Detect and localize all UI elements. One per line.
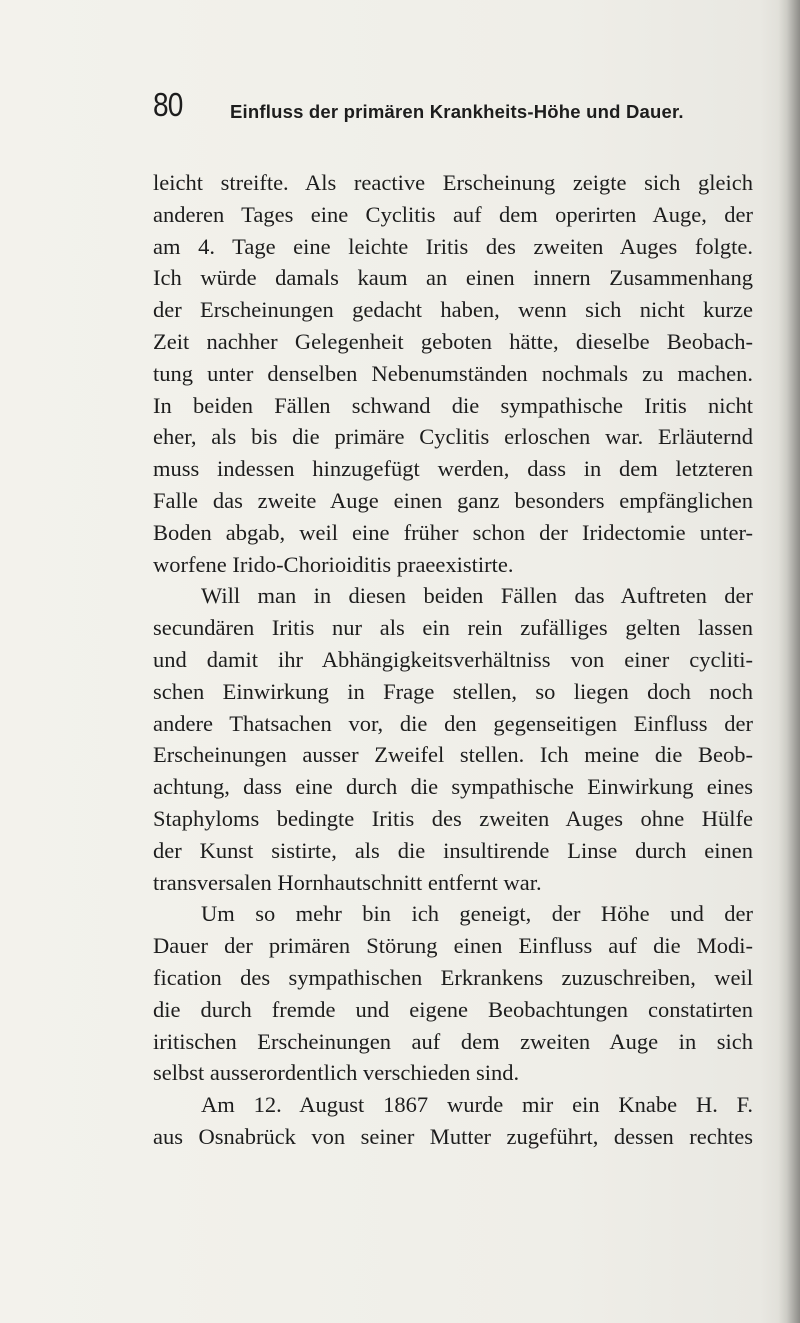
text-line: muss indessen hinzugefügt werden, dass in dem letzteren [153,456,753,482]
text-line: Will man in diesen beiden Fällen das Auftreten der [201,583,753,609]
running-head: Einfluss der primären Krankheits-Höhe und Dauer. [230,101,684,122]
page-number: 80 [153,86,183,123]
text-line: aus Osnabrück von seiner Mutter zugeführt, dessen rechtes [153,1123,753,1149]
text-line: Erscheinungen ausser Zweifel stellen. Ich meine die Beob- [153,742,753,768]
text-line: der Kunst sistirte, als die insultirende Linse durch einen [153,837,753,863]
page-edge-shadow [778,0,800,1323]
text-line: Am 12. August 1867 wurde mir ein Knabe H. F. [201,1092,753,1118]
text-line: secundären Iritis nur als ein rein zufälliges gelten lassen [153,615,753,641]
text-line: selbst ausserordentlich verschieden sind. [153,1060,520,1086]
text-line: der Erscheinungen gedacht haben, wenn sich nicht kurze [153,297,753,323]
text-line: tung unter denselben Nebenumständen nochmals zu machen. [153,360,753,386]
text-line: andere Thatsachen vor, die den gegenseitigen Einfluss der [153,710,753,736]
text-line: Staphyloms bedingte Iritis des zweiten Auges ohne Hülfe [153,805,753,831]
body-text [153,167,753,1153]
text-line: worfene Irido-Chorioiditis praeexistirte. [153,551,514,577]
text-line: achtung, dass eine durch die sympathische Einwirkung eines [153,774,753,800]
text-line: Falle das zweite Auge einen ganz besonders empfänglichen [153,487,753,513]
text-line: leicht streifte. Als reactive Erscheinung zeigte sich gleich [153,170,753,195]
text-line: Zeit nachher Gelegenheit geboten hätte, dieselbe Beobach- [153,328,753,354]
text-line: Dauer der primären Störung einen Einfluss auf die Modi- [153,933,753,959]
text-line: schen Einwirkung in Frage stellen, so liegen doch noch [153,678,753,704]
text-line: fication des sympathischen Erkrankens zuzuschreiben, weil [153,964,753,990]
text-line: In beiden Fällen schwand die sympathische Iritis nicht [153,392,753,418]
text-line: am 4. Tage eine leichte Iritis des zweiten Auges folgte. [153,233,753,259]
text-line: Boden abgab, weil eine früher schon der Iridectomie unter- [153,519,753,545]
text-line: transversalen Hornhautschnitt entfernt war. [153,869,542,895]
text-line: und damit ihr Abhängigkeitsverhältniss von einer cycliti- [153,646,753,672]
text-line: die durch fremde und eigene Beobachtungen constatirten [153,996,753,1022]
text-line: Ich würde damals kaum an einen innern Zusammenhang [153,265,753,291]
text-line: Um so mehr bin ich geneigt, der Höhe und der [201,901,753,927]
text-line: anderen Tages eine Cyclitis auf dem operirten Auge, der [153,201,753,227]
page-header [153,86,753,132]
text-line: iritischen Erscheinungen auf dem zweiten Auge in sich [153,1028,753,1054]
text-line: eher, als bis die primäre Cyclitis erloschen war. Erläuternd [153,424,753,450]
